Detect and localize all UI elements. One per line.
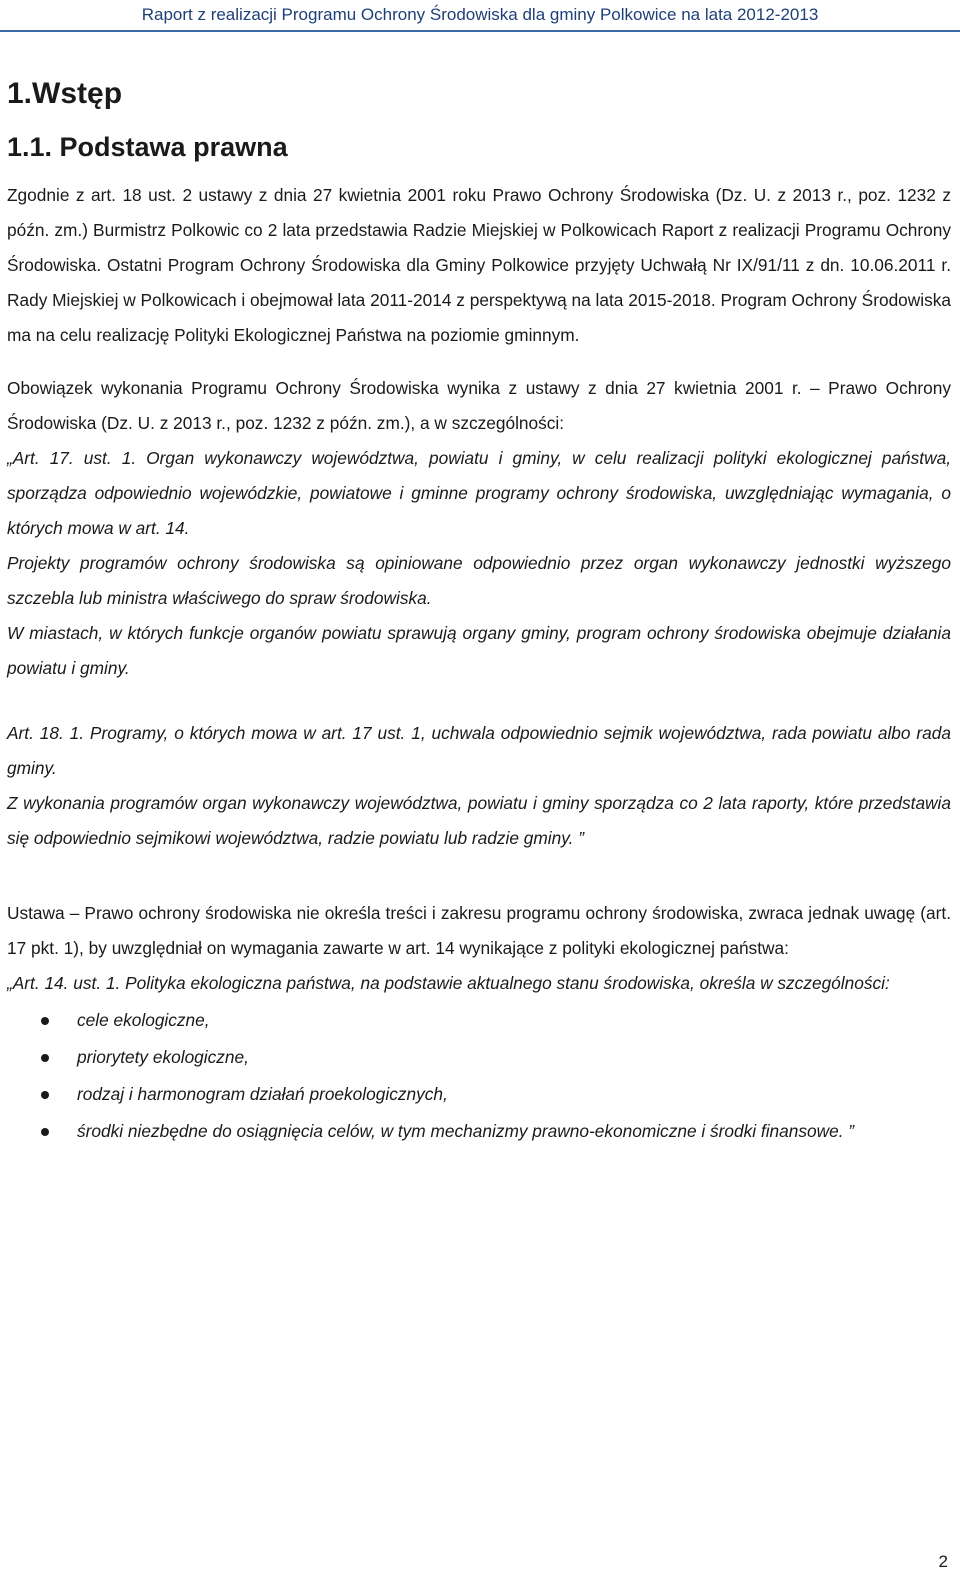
running-header <box>0 0 960 32</box>
paragraph-act-scope: Ustawa – Prawo ochrony środowiska nie określa treści i zakresu programu ochrony środowiska, zwraca jednak uwagę (art. 17 pkt. 1), by uwzględniał on wymagania zawarte w art. 14 wynikające z polityki ekologicznej państwa: <box>7 903 951 958</box>
list-item <box>7 1077 951 1112</box>
paragraph-legal-basis: Zgodnie z art. 18 ust. 2 ustawy z dnia 27 kwietnia 2001 roku Prawo Ochrony Środowiska (Dz. U. z 2013 r., poz. 1232 z późn. zm.) Burmistrz Polkowic co 2 lata przedstawia Radzie Miejskiej w Polkowicach Raport z realizacji Programu Ochrony Środowiska. Ostatni Program Ochrony Środowiska dla Gminy Polkowice przyjęty Uchwałą Nr IX/91/11 z dn. 10.06.2011 r. Rady Miejskiej w Polkowicach i obejmował lata 2011-2014 z perspektywą na lata 2015-2018. Program Ochrony Środowiska ma na celu realizację Polityki Ekologicznej Państwa na poziomie gminnym. <box>7 185 951 345</box>
section-title: 1.1. Podstawa prawna <box>7 132 288 162</box>
bullet-icon <box>41 1128 49 1136</box>
running-header-title: Raport z realizacji Programu Ochrony Środowiska dla gminy Polkowice na lata 2012-2013 <box>141 5 819 24</box>
document-body <box>7 70 951 1151</box>
list-item-text: cele ekologiczne, <box>77 1010 210 1030</box>
list-item <box>7 1114 951 1149</box>
quote-art-17-cities: W miastach, w których funkcje organów powiatu sprawują organy gminy, program ochrony środowiska obejmuje działania powiatu i gminy. <box>7 623 951 678</box>
quote-art-18: Art. 18. 1. Programy, o których mowa w art. 17 ust. 1, uchwala odpowiednio sejmik województwa, rada powiatu albo rada gminy. <box>7 723 951 778</box>
list-item-text: rodzaj i harmonogram działań proekologicznych, <box>77 1084 448 1104</box>
quote-art-18-reports: Z wykonania programów organ wykonawczy województwa, powiatu i gminy sporządza co 2 lata raporty, które przedstawia się odpowiednio sejmikowi województwa, radzie powiatu lub radzie gminy. ” <box>7 793 951 848</box>
list-item <box>7 1003 951 1038</box>
bullet-list <box>7 1003 951 1149</box>
list-item-text: priorytety ekologiczne, <box>77 1047 249 1067</box>
quote-art-14: „Art. 14. ust. 1. Polityka ekologiczna państwa, na podstawie aktualnego stanu środowiska, określa w szczególności: <box>7 973 890 993</box>
paragraph-obligation: Obowiązek wykonania Programu Ochrony Środowiska wynika z ustawy z dnia 27 kwietnia 2001 r. – Prawo Ochrony Środowiska (Dz. U. z 2013 r., poz. 1232 z późn. zm.), a w szczególności: <box>7 378 951 433</box>
chapter-title: 1.Wstęp <box>7 77 123 110</box>
quote-art-17: „Art. 17. ust. 1. Organ wykonawczy województwa, powiatu i gminy, w celu realizacji polityki ekologicznej państwa, sporządza odpowiednio wojewódzkie, powiatowe i gminne programy ochrony środowiska, uwzględniając wymagania, o których mowa w art. 14. <box>7 448 951 538</box>
list-item <box>7 1040 951 1075</box>
quote-art-17-projects: Projekty programów ochrony środowiska są opiniowane odpowiednio przez organ wykonawczy jednostki wyższego szczebla lub ministra właściwego do spraw środowiska. <box>7 553 951 608</box>
page-number: 2 <box>938 1552 948 1571</box>
list-item-text: środki niezbędne do osiągnięcia celów, w tym mechanizmy prawno-ekonomiczne i środki finansowe. ” <box>77 1121 855 1141</box>
bullet-icon <box>41 1017 49 1025</box>
bullet-icon <box>41 1091 49 1099</box>
bullet-icon <box>41 1054 49 1062</box>
